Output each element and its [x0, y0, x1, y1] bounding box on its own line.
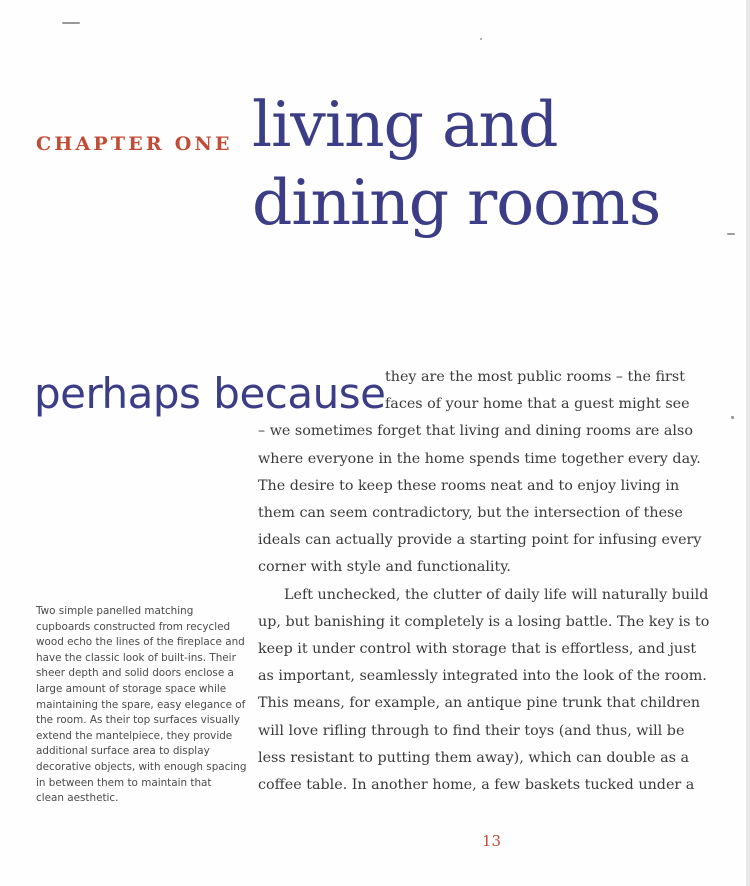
- caption-line: the room. As their top surfaces visually: [36, 714, 240, 727]
- caption-line: additional surface area to display: [36, 745, 210, 758]
- text-line: they are the most public rooms – the first: [385, 369, 685, 385]
- text-line: them can seem contradictory, but the intersection of these: [258, 505, 683, 522]
- chapter-label: CHAPTER ONE: [36, 133, 233, 155]
- lead-in-words: perhaps because: [34, 369, 386, 418]
- caption-line: have the classic look of built-ins. Their: [36, 651, 236, 664]
- paragraph-1: [258, 364, 702, 582]
- paragraph-2: [258, 582, 710, 800]
- text-line: as important, seamlessly integrated into the look of the room.: [258, 668, 707, 685]
- text-line: up, but banishing it completely is a losing battle. The key is to: [258, 613, 710, 630]
- text-line: where everyone in the home spends time together every day.: [258, 450, 701, 467]
- text-line: ideals can actually provide a starting point for infusing every: [258, 532, 702, 549]
- body-text: [258, 364, 710, 799]
- caption-line: sheer depth and solid doors enclose a: [36, 667, 234, 680]
- text-line: Left unchecked, the clutter of daily life will naturally build: [284, 586, 709, 603]
- text-line: – we sometimes forget that living and dining rooms are also: [258, 423, 693, 440]
- page-number: 13: [482, 832, 502, 850]
- chapter-title-line-1: living and: [252, 88, 558, 161]
- caption-line: extend the mantelpiece, they provide: [36, 729, 233, 742]
- photo-caption: [36, 604, 247, 807]
- text-line: corner with style and functionality.: [258, 559, 511, 576]
- print-speck: [480, 38, 482, 40]
- print-speck: [62, 22, 80, 24]
- print-speck: [731, 416, 734, 419]
- chapter-title: [252, 86, 660, 242]
- caption-line: Two simple panelled matching: [36, 605, 194, 617]
- text-line: coffee table. In another home, a few baskets tucked under a: [258, 777, 695, 794]
- chapter-title-line-2: dining rooms: [252, 166, 661, 239]
- caption-line: large amount of storage space while: [36, 682, 227, 695]
- caption-line: clean aesthetic.: [36, 792, 119, 805]
- text-line: This means, for example, an antique pine trunk that children: [258, 695, 701, 712]
- text-line: The desire to keep these rooms neat and to enjoy living in: [258, 477, 680, 494]
- caption-line: in between them to maintain that: [36, 776, 212, 789]
- text-line: less resistant to putting them away), which can double as a: [258, 749, 690, 766]
- caption-line: maintaining the spare, easy elegance of: [36, 698, 246, 711]
- caption-line: cupboards constructed from recycled: [36, 620, 231, 633]
- print-speck: [727, 233, 735, 235]
- text-line: faces of your home that a guest might see: [385, 396, 690, 413]
- text-line: will love rifling through to find their toys (and thus, will be: [258, 722, 685, 739]
- caption-line: decorative objects, with enough spacing: [36, 760, 247, 773]
- caption-line: wood echo the lines of the fireplace and: [36, 636, 245, 649]
- text-line: keep it under control with storage that is effortless, and just: [258, 641, 697, 658]
- page-edge: [746, 0, 750, 886]
